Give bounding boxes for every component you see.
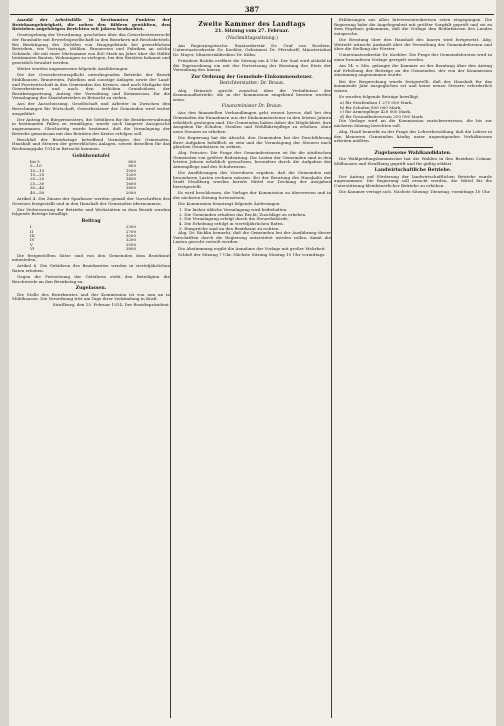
paragraph: Die festgestellten Sätze sind von den Gemeinden dem Bezirksrat mitzuteilen.	[12, 252, 170, 263]
paragraph: Abg. Dr. Ricklin bemerkt, daß die Gemeinden bei der Ausführung dieser Vorschriften durch die Regierung unterstützt werden sollen, damit die Lasten gerecht verteilt werden.	[173, 230, 331, 245]
table-cell: III	[30, 233, 35, 239]
table-cell: 1800	[125, 185, 136, 191]
table-cell: 600	[128, 158, 136, 164]
table-cell: 1000	[125, 167, 136, 173]
paragraph: Die Ausführungen des Vorredners ergaben, daß die Gemeinden mit besonderen Lasten rechnen müssen. Bei der Beratung des Haushalts der Stadt Straßburg wurden bereits Mittel zur Deckung der Ausgaben bereitgestellt.	[173, 170, 331, 190]
section-heading: Landwirtschaftliche Betriebe.	[374, 168, 452, 174]
paragraph: Aus den finanziellen Verhandlungen geht erneut hervor, daß bei den Gemeinden die Einnahmen aus der Einkommensteuer in den letzten Jahren erheblich gestiegen sind. Die Gemeinden haben daher die Möglichkeit, ihre Ausgaben für Schulen, Straßen und Wohlfahrtspflege zu erhöhen, ohne neue Steuern zu erheben.	[173, 110, 331, 134]
table-cell: V	[30, 241, 33, 247]
paragraph: Bei der Besprechung wurde festgestellt, daß der Haushalt für das kommende Jahr ausgeglichen sei und keine neuen Steuern erforderlich wären.	[334, 78, 492, 93]
table-cell: VI	[30, 246, 35, 252]
reporter-line: Berichterstatter: Dr. Braun.	[219, 81, 285, 87]
table-cell: 30—40	[30, 185, 45, 191]
paragraph: Abg. Peirotes: Die Frage der Gemeindesteuern ist für die städtischen Gemeinden von größter Bedeutung. Die Lasten der Gemeinden sind in den letzten Jahren erheblich gewachsen, besonders durch die Aufgaben der Armenpflege und des Schulwesens.	[173, 150, 331, 170]
paragraph: Zur Verbesserung der Betriebe und Werkstätten in dem Bezirk wurden folgende Beträge bewilligt:	[12, 206, 170, 217]
paragraph: Gegen die Festsetzung der Gebühren steht den Beteiligten die Beschwerde an den Bezirkstag zu.	[12, 274, 170, 284]
list-item: 3. Die Veranlagung erfolgt durch die Steuerbehörde.	[179, 216, 289, 222]
page-number: 387	[244, 5, 260, 14]
paragraph: Es wird beschlossen, die Vorlage der Kommission zu überweisen und in der nächsten Sitzung fortzusetzen.	[173, 190, 331, 200]
table-cell: IV	[30, 237, 35, 243]
table-cell: 3500	[125, 241, 136, 247]
list-item: d) für Gesundheitswesen 310 000 Mark.	[340, 113, 424, 119]
paragraph: Unterstaatssekretär Dr. Koehler: Die Frage der Gemeindeforsten wird in einer besonderen Vorlage geregelt werden.	[334, 52, 492, 62]
table-cell: 5—10	[30, 163, 42, 169]
column-3	[334, 18, 492, 718]
list-item: a) für Straßenbau 1 275 000 Mark,	[340, 100, 413, 106]
paragraph: Erklärungen aus allen Interessentenkreisen seien eingegangen. Die Regierung habe die Angelegenheit mit größter Sorgfalt geprüft und sei zu dem Ergebnis gekommen, daß die Vorlage den Bedürfnissen des Landes entspreche.	[334, 18, 492, 36]
session-line: 21. Sitzung vom 27. Februar.	[214, 29, 290, 34]
table-cell: 800	[128, 163, 136, 169]
paragraph: Präsident Ricklin eröffnet die Sitzung um 4 Uhr. Der Saal wird alsbald in die Tagesordnung ein mit der Fortsetzung der Beratung des Etats der Verwaltung des Innern.	[173, 58, 331, 73]
table-cell: 25—30	[30, 180, 45, 186]
paragraph: Die Regierung hat die Absicht, den Gemeinden bei der Durchführung ihrer Aufgaben behilflich zu sein und die Veranlagung der Steuern nach gleichen Grundsätzen zu ordnen.	[173, 134, 331, 150]
table-row	[28, 191, 138, 195]
table-heading: Beitrag	[81, 219, 101, 225]
table-cell: 2000	[125, 189, 136, 195]
paragraph: Der Antrag auf Förderung der landwirtschaftlichen Betriebe wurde angenommen. Die Regierung soll ersucht werden, die Mittel für die Unterstützung kleinbäuerlicher Betriebe zu erhöhen.	[334, 173, 492, 188]
paragraph: Gesetzgebung der Verordnung, geschehen über das Gewerbesteuerrecht der Haushalte mit Erwerbsgesellschaft in den Bezirkern mit Reichsbetrieb. Bei Bestätigung des Dichtlen von Hauptgebäude bei gewerblichen Betrieben, wie Vorträge, Mühlen, Brauereien und Fabriken an solche Gebäude, die mit einer Mietsumme von 400 Mark im Jahre über die Hälfte bestimmten Bauten, Wohnungen zu verlegen, bei den Beiräten bekannt und gesetzlich bewahrt werden.	[12, 32, 170, 65]
table-cell: 2700	[125, 228, 136, 234]
table-cell: 15—20	[30, 172, 45, 178]
paragraph: Beschluß der Bezirkstage betreffend Vermögen der Gemeinden, Haushalt und Steuern der gewerblichen Anlagen, soweit dieselben für das Rechnungsjahr 1914 in Betracht kommen.	[12, 136, 170, 151]
list-item: 5. Einsprüche sind an den Bezirksrat zu richten.	[179, 225, 280, 231]
table-heading: Gebührentafel	[72, 153, 110, 159]
table-cell: I	[30, 224, 32, 230]
paragraph: Die Abstimmung ergibt die Annahme der Vorlage mit großer Mehrheit.	[178, 245, 326, 251]
paragraph: Der Antrag des Bürgermeisters, die Gebühren für die Bezirksverwaltung in bestimmten Fällen zu ermäßigen, wurde nach längerer Aussprache angenommen. Gleichzeitig wurde bestimmt, daß die Veranlagung der Betriebe gemeinsam mit den Beiräten der Kreise erfolgen soll.	[12, 116, 170, 136]
paragraph: Die Kommission beantragt folgende Änderungen:	[178, 201, 281, 207]
paragraph: Am 14. v. Mts. gelangte die Kammer zu der Beratung über den Antrag auf Erhöhung der Beiträge an die Gemeinden, der von der Kommission einstimmig angenommen wurde.	[334, 63, 492, 78]
paragraph: Am Regierungstische: Staatssekretär Dr. Graf von Roedern, Unterstaatssekretär Dr. Koehler, Geheimrat Dr. Pfersdorff, Ministerialrat Dr. Mayer, Ministerialdirektor Dr. Kühn.	[173, 42, 331, 57]
list-item: b) für Schulen 850 000 Mark,	[340, 104, 402, 110]
list-item: 2. Die Gemeinden erhalten das Recht, Zuschläge zu erheben.	[179, 211, 307, 217]
section-heading: Zugelassene Wahlkandidaten.	[374, 151, 452, 156]
table-cell: 3000	[125, 233, 136, 239]
paragraph: Artikel 4. Die Zinsen der Sparkasse werden gemäß der Vorschriften des Gesetzes festgestellt und in den Haushalt der Gemeinden übernommen.	[12, 196, 170, 206]
section-divider	[393, 147, 433, 148]
column-rule	[170, 18, 171, 718]
paragraph: Die Vorlage wird an die Kommission zurückverwiesen, die bis zur nächsten Sitzung berichten soll.	[334, 118, 492, 129]
paragraph: Anzahl der Arbeitsfälle in bestimmten Punkten der Bezirksangehörigkeit, die neben den Bildern gewählten, den Betrieben angehörigen Berichten seit Jahren beobachtet.	[12, 18, 170, 32]
paragraph: Die Kammer vertagt sich. Nächste Sitzung: Dienstag, vormittags 10 Uhr.	[339, 188, 491, 194]
table-cell: II	[30, 228, 34, 234]
table-row	[28, 247, 138, 251]
paragraph: Die Stelle des Bezirksrates und der Kommission ist von nun an in Mühlhausen. Die Verordnung tritt am Tage ihrer Verkündung in Kraft.	[12, 291, 170, 302]
table-cell: bis 5	[30, 158, 40, 164]
list-item: 1. Die bisher übliche Veranlagung wird beibehalten.	[179, 207, 288, 213]
column-rule	[331, 18, 332, 718]
table-cell: 1600	[125, 180, 136, 186]
paragraph: Es wurden folgende Beträge bewilligt:	[339, 93, 420, 99]
section-heading: Zugelassen.	[75, 286, 107, 292]
contribution-table	[28, 225, 138, 251]
column-1	[12, 18, 170, 718]
session-subtitle: (Nachmittagssitzung.)	[226, 36, 278, 42]
section-heading: Zur Ordnung der Gemeinde-Einkommensteuer.	[191, 74, 313, 80]
header-rule	[10, 14, 494, 15]
paragraph: Die der Gewerbesteuerpflicht unterliegenden Betriebe der Bezirk Mühlhausen, Brauereien, Fabriken und sonstige Anlagen sowie der Land- und Forstwirtschaft in den Gemeinden des Kreises, sind nach Maßgabe der Gewerbesteuer und nach den örtlichen Grundsätzen der Bezirkstagssitzung, Antrag der Verwaltung und Kommission, für die Veranlagung des Staatsbetriebes in Betracht zu ziehen.	[12, 72, 170, 101]
numbered-list	[173, 208, 331, 231]
table-cell: 2300	[125, 224, 136, 230]
table-cell: 3200	[125, 237, 136, 243]
list-item: 4. Die Erhebung erfolgt in vierteljährlichen Raten.	[179, 220, 285, 226]
paragraph: Weiter wurden angemessene folgende Ausführungen:	[17, 66, 129, 72]
paragraph: Abg. Heinrich spricht zunächst über die Verhältnisse der Kommunalbetriebe, die in der Kommission eingehend beraten worden seien.	[173, 87, 331, 102]
paragraph: Abg. Hauß bemerkt zu der Frage der Lehrerbesoldung, daß die Lehrer in den kleineren Gemeinden häufig unter ungenügenden Verhältnissen arbeiten müßten.	[334, 129, 492, 144]
table-cell: 1400	[125, 176, 136, 182]
paragraph: Schluß der Sitzung 7 Uhr. Nächste Sitzung Montag 10 Uhr vormittags.	[178, 251, 326, 257]
table-cell: 10—15	[30, 167, 45, 173]
table-cell: 40—50	[30, 189, 45, 195]
scan-right-edge	[496, 0, 504, 726]
paragraph: Straßburg, den 15. Februar 1914. Der Bezirkspräsident.	[52, 302, 170, 308]
table-cell: 3800	[125, 246, 136, 252]
scan-left-edge	[0, 0, 9, 726]
itemized-list	[334, 101, 492, 119]
paragraph: Die Wahlprüfungskommission hat die Wahlen in den Bezirken Colmar, Mülhausen und Straßburg geprüft und für gültig erklärt.	[334, 156, 492, 166]
table-cell: 20—25	[30, 176, 45, 182]
section-title: Zweite Kammer des Landtags	[198, 21, 306, 28]
fee-table	[28, 160, 138, 195]
speaker-line: Finanzminister Dr. Braun:	[221, 103, 283, 109]
paragraph: Aus der Ausschussung, Gesellschaft und Arbeiter in Zwischen den Berechnungen für Wirtschaft, Gewerbesteuer der Gemeinden wird weiter ausgeführt.	[12, 101, 170, 116]
paragraph: Artikel 6. Die Gebühren des Bezirksrates werden in vierteljährlichen Raten erhoben.	[12, 263, 170, 274]
table-cell: 1200	[125, 172, 136, 178]
list-item: c) für Armenpflege 420 000 Mark,	[340, 109, 412, 115]
paragraph: Die Beratung über den Haushalt des Innern wird fortgesetzt. Abg. Wetterlé wünscht Auskunft über die Verwaltung der Gemeindeforsten und über die Stellung der Förster.	[334, 36, 492, 52]
column-2	[173, 18, 331, 718]
